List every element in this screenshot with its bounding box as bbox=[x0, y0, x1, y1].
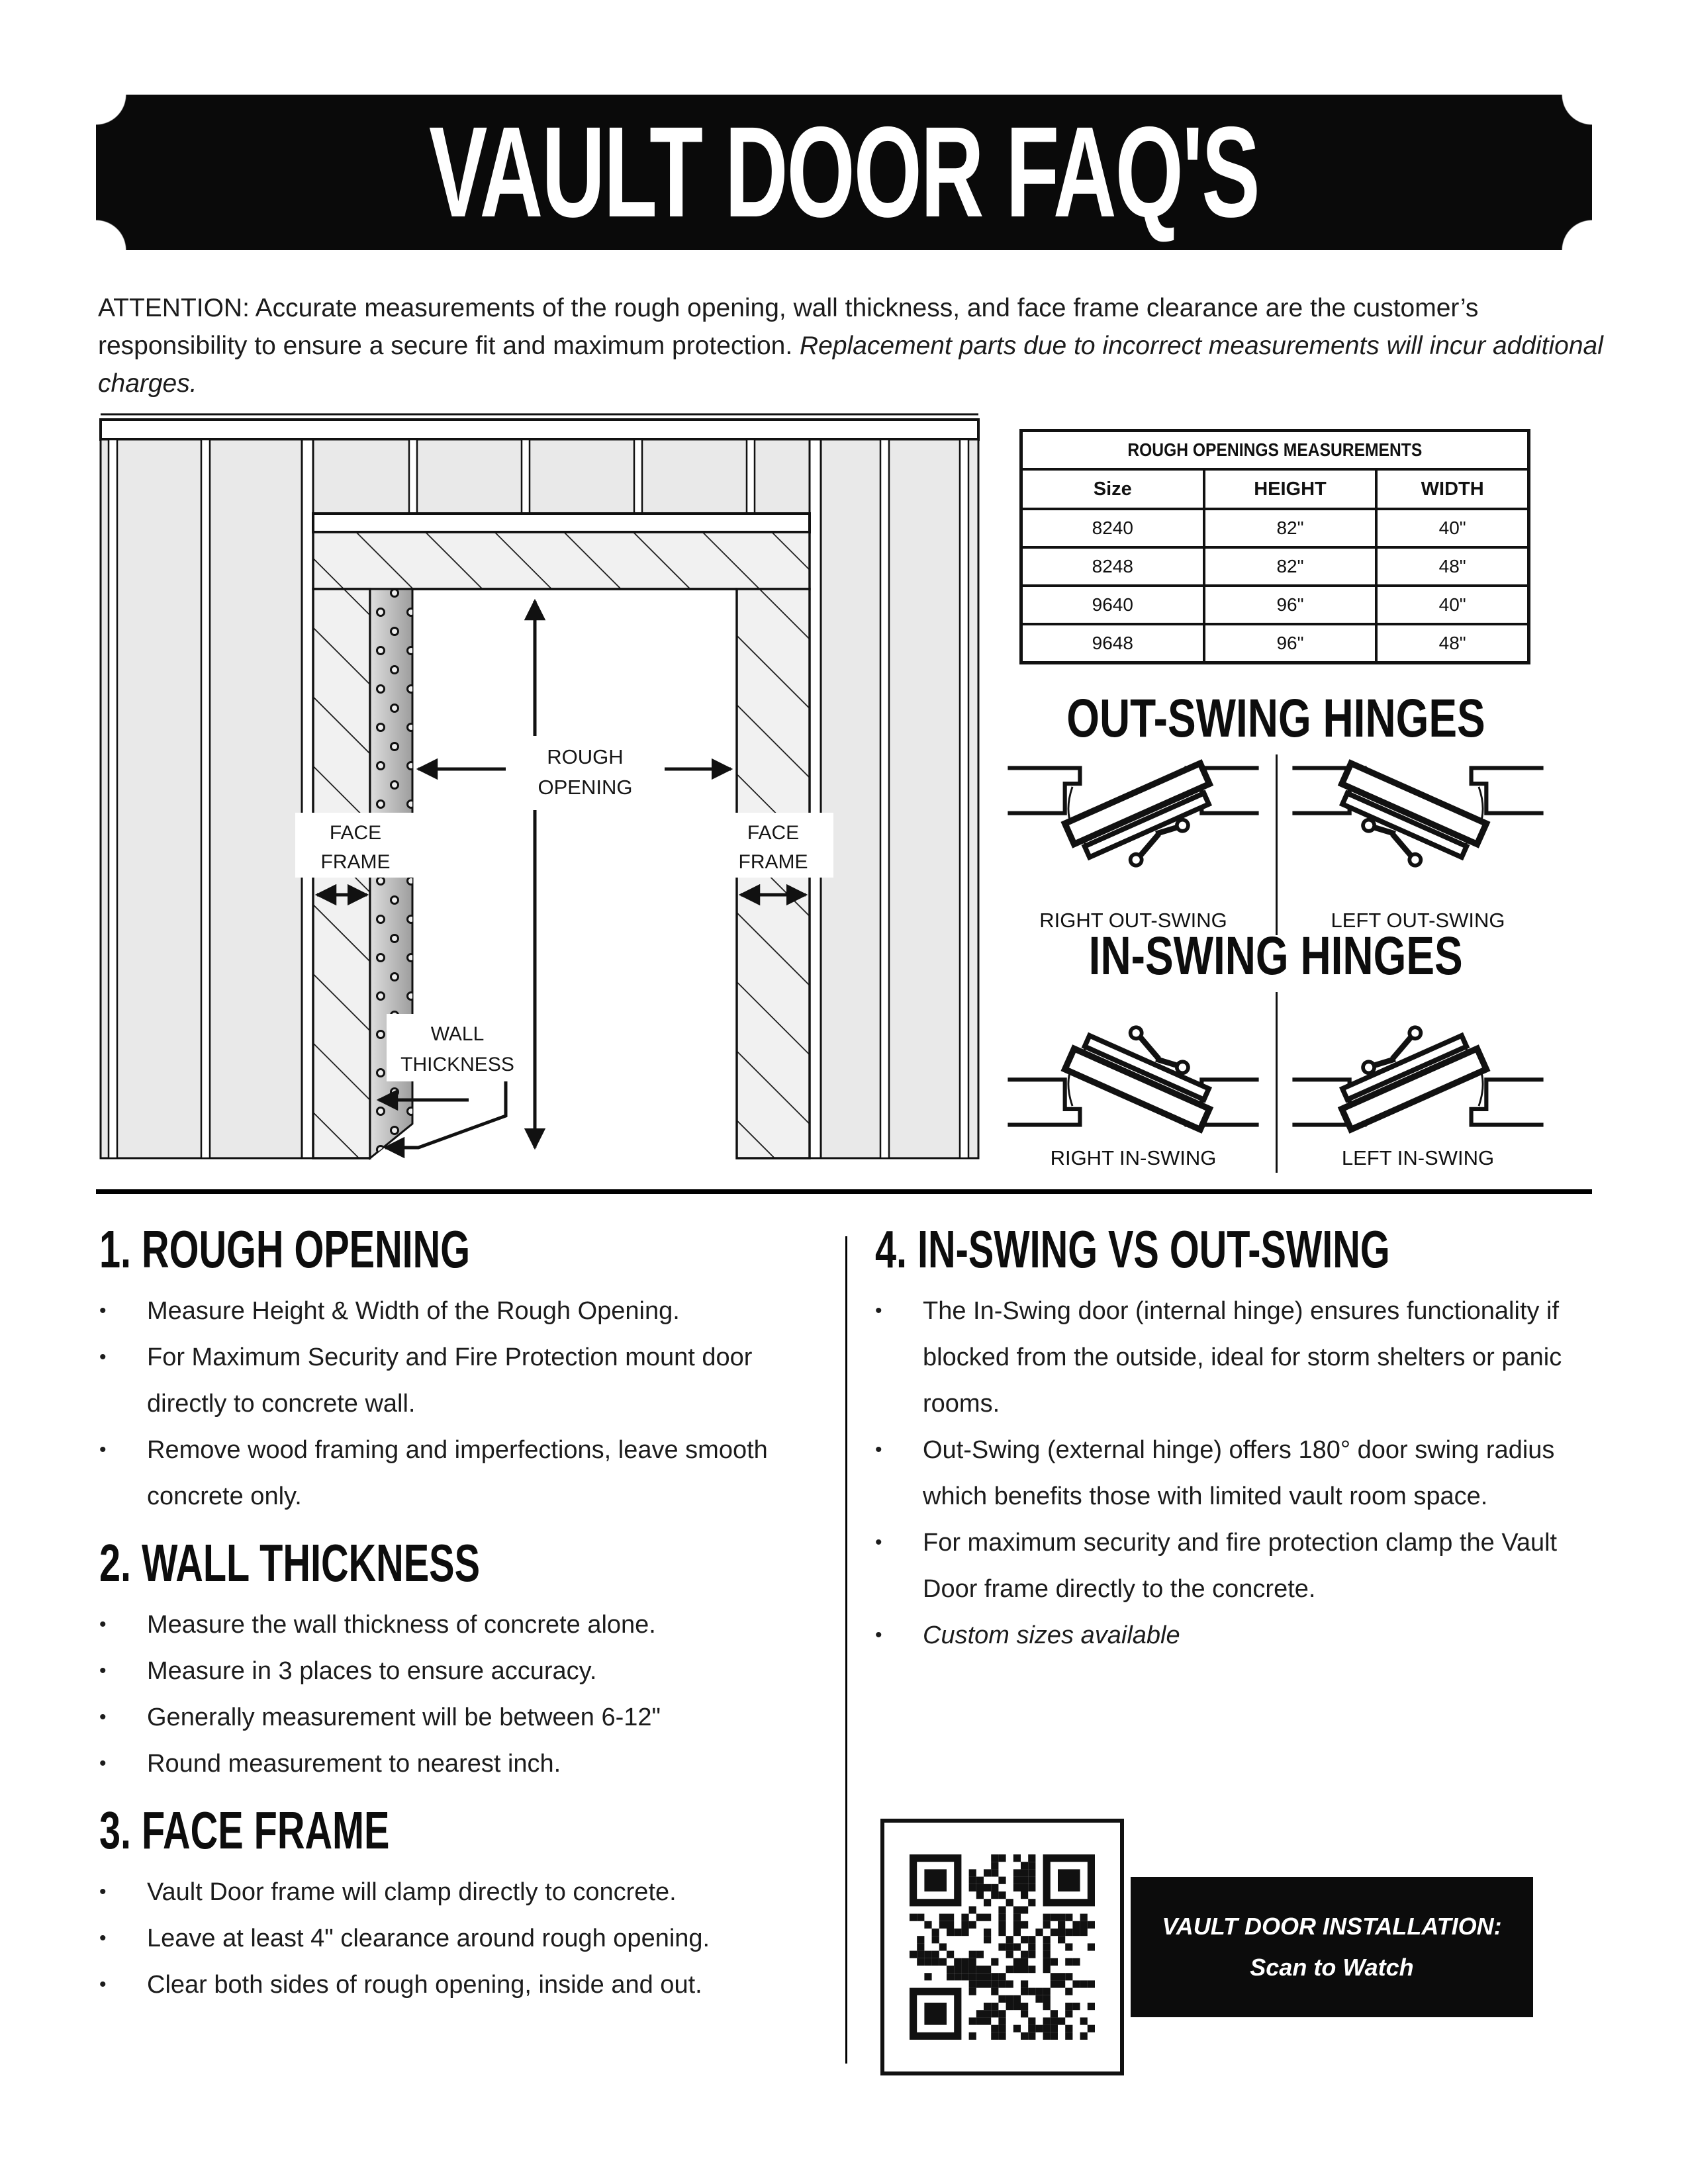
table-title: ROUGH OPENINGS MEASUREMENTS bbox=[1021, 431, 1529, 470]
left-in-swing-label: LEFT IN-SWING bbox=[1341, 1146, 1495, 1169]
rough-opening-label-line1: ROUGH bbox=[547, 745, 624, 768]
bullet-item: • Measure in 3 places to ensure accuracy. bbox=[99, 1657, 597, 1685]
section-heading: 4. IN-SWING VS OUT-SWING bbox=[875, 1220, 1390, 1279]
install-video-block bbox=[880, 1819, 1533, 2075]
faq-column-right bbox=[875, 1220, 1590, 1665]
bullet-list bbox=[99, 1288, 818, 1520]
out-swing-title: OUT-SWING HINGES bbox=[1066, 688, 1485, 749]
right-stud-wall bbox=[810, 439, 978, 1158]
table-cell: 96" bbox=[1204, 624, 1377, 663]
svg-text:FACE: FACE bbox=[747, 822, 800, 844]
in-swing-section bbox=[991, 926, 1560, 1170]
right-out-swing-icon bbox=[998, 749, 1268, 906]
rough-opening-diagram bbox=[98, 412, 981, 1162]
bullet-item: • For Maximum Security and Fire Protection mount door directly to concrete wall. bbox=[99, 1343, 753, 1418]
bullet-list bbox=[875, 1288, 1590, 1659]
page-title: VAULT DOOR FAQ'S bbox=[429, 100, 1259, 244]
table-cell: 48" bbox=[1376, 547, 1528, 586]
hinge-divider bbox=[1276, 754, 1278, 935]
table-row bbox=[1021, 624, 1529, 663]
table-row bbox=[1021, 547, 1529, 586]
right-in-swing-diagram bbox=[991, 987, 1276, 1170]
table-cell: 82" bbox=[1204, 547, 1377, 586]
out-swing-section bbox=[991, 688, 1560, 933]
bullet-item: • For maximum security and fire protection clamp the Vault Door frame directly to the concrete. bbox=[875, 1529, 1558, 1603]
column-header-size: Size bbox=[1021, 469, 1204, 509]
left-out-swing-label: LEFT OUT-SWING bbox=[1331, 909, 1505, 932]
bullet-list bbox=[99, 1602, 818, 1787]
hinge-divider bbox=[1276, 992, 1278, 1173]
table-cell: 8240 bbox=[1021, 509, 1204, 547]
install-label-line1: VAULT DOOR INSTALLATION: bbox=[1162, 1913, 1502, 1940]
left-out-swing-diagram bbox=[1276, 749, 1560, 933]
column-header-height: HEIGHT bbox=[1204, 469, 1377, 509]
table-row bbox=[1021, 509, 1529, 547]
bullet-item: • Generally measurement will be between 6-12" bbox=[99, 1704, 661, 1731]
section-heading: 3. FACE FRAME bbox=[99, 1801, 390, 1860]
bullet-item: • Remove wood framing and imperfections, leave smooth concrete only. bbox=[99, 1436, 768, 1510]
attention-label: ATTENTION: bbox=[98, 294, 250, 322]
left-out-swing-icon bbox=[1283, 749, 1553, 906]
top-plate bbox=[101, 420, 978, 439]
bullet-item: • The In-Swing door (internal hinge) ensures functionality if blocked from the outside, ideal for storm shelters or panic rooms. bbox=[875, 1297, 1562, 1418]
right-in-swing-label: RIGHT IN-SWING bbox=[1050, 1146, 1217, 1169]
svg-text:FRAME: FRAME bbox=[738, 851, 808, 873]
horizontal-rule bbox=[96, 1189, 1592, 1194]
column-header-width: WIDTH bbox=[1376, 469, 1528, 509]
svg-text:FRAME: FRAME bbox=[320, 851, 391, 873]
bullet-item: • Round measurement to nearest inch. bbox=[99, 1750, 561, 1778]
svg-text:THICKNESS: THICKNESS bbox=[400, 1054, 514, 1075]
rough-openings-table bbox=[1019, 429, 1530, 664]
header-beam bbox=[313, 514, 810, 532]
qr-code-icon bbox=[910, 1854, 1095, 2040]
bullet-item: • Clear both sides of rough opening, inside and out. bbox=[99, 1971, 702, 1999]
qr-code-box bbox=[880, 1819, 1124, 2075]
table-cell: 8248 bbox=[1021, 547, 1204, 586]
left-stud-wall bbox=[101, 439, 313, 1158]
table-cell: 9648 bbox=[1021, 624, 1204, 663]
attention-text: Accurate measurements of the rough opening, wall thickness, and face frame clearance are the customer’s responsibility to ensure a secure fit and maximum protection. bbox=[98, 294, 1479, 360]
table-cell: 82" bbox=[1204, 509, 1377, 547]
measurements-table-head bbox=[1021, 431, 1529, 510]
attention-paragraph bbox=[98, 289, 1607, 402]
faq-column-left bbox=[99, 1220, 818, 2015]
install-label-line2: Scan to Watch bbox=[1250, 1954, 1414, 1981]
right-in-swing-icon bbox=[998, 987, 1268, 1144]
measurements-table-body bbox=[1021, 509, 1529, 663]
table-row bbox=[1021, 586, 1529, 624]
table-cell: 40" bbox=[1376, 509, 1528, 547]
left-in-swing-icon bbox=[1283, 987, 1553, 1144]
bullet-item: • Measure the wall thickness of concrete alone. bbox=[99, 1611, 656, 1639]
section-heading: 1. ROUGH OPENING bbox=[99, 1220, 471, 1279]
table-cell: 48" bbox=[1376, 624, 1528, 663]
install-label-box bbox=[1131, 1877, 1533, 2017]
bullet-item: • Leave at least 4" clearance around rough opening. bbox=[99, 1925, 710, 1952]
in-swing-title: IN-SWING HINGES bbox=[1088, 926, 1463, 986]
table-cell: 40" bbox=[1376, 586, 1528, 624]
section-heading: 2. WALL THICKNESS bbox=[99, 1533, 480, 1592]
left-in-swing-diagram bbox=[1276, 987, 1560, 1170]
svg-text:WALL: WALL bbox=[430, 1023, 485, 1045]
bullet-item: • Vault Door frame will clamp directly to concrete. bbox=[99, 1878, 677, 1906]
title-banner bbox=[96, 95, 1592, 250]
rough-opening-label-line2: OPENING bbox=[538, 776, 633, 799]
table-cell: 96" bbox=[1204, 586, 1377, 624]
table-header-row bbox=[1021, 469, 1529, 509]
svg-text:FACE: FACE bbox=[329, 822, 382, 844]
bullet-list bbox=[99, 1869, 818, 2008]
bullet-item: • Out-Swing (external hinge) offers 180° door swing radius which benefits those with limited vault room space. bbox=[875, 1436, 1555, 1510]
bullet-item: • Custom sizes available bbox=[875, 1621, 1180, 1649]
right-out-swing-diagram bbox=[991, 749, 1276, 933]
cripple-studs bbox=[313, 439, 810, 514]
right-out-swing-label: RIGHT OUT-SWING bbox=[1039, 909, 1227, 932]
bullet-item: • Measure Height & Width of the Rough Opening. bbox=[99, 1297, 680, 1325]
table-cell: 9640 bbox=[1021, 586, 1204, 624]
attention-italic-text: Replacement parts due to incorrect measurements will incur additional charges. bbox=[98, 332, 1603, 398]
column-divider bbox=[845, 1236, 847, 2064]
